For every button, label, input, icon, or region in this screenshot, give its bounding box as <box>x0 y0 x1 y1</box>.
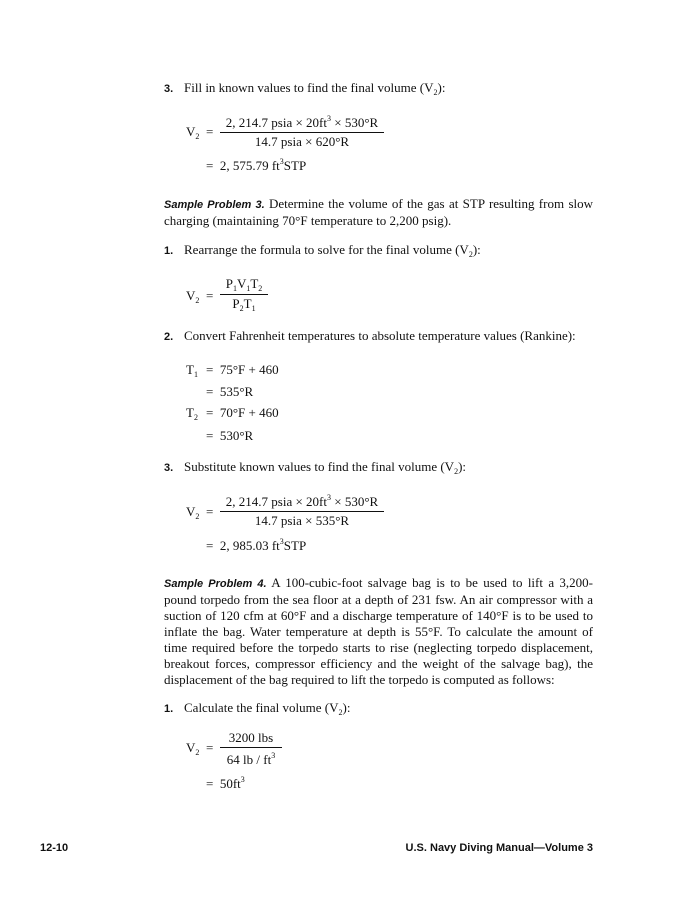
step-3-fill-values: 3. Fill in known values to find the final volume $(V_2)$: <box>164 80 446 97</box>
step-number: 1. <box>164 703 174 715</box>
t1-expression: = 75°F + 460 <box>206 362 279 377</box>
sample-problem-3: Sample Problem 3. Determine the volume of the gas at STP resulting from slow charging (maintaining 70°F temperature to 2,200 psig). <box>164 196 593 228</box>
step-number: 3. <box>164 83 174 95</box>
fraction-bar <box>220 132 384 133</box>
sample-problem-label: Sample Problem 4. <box>164 578 267 590</box>
step-number: 1. <box>164 245 174 257</box>
page-number: 12-10 <box>40 842 69 854</box>
step-1-calculate: 1. Calculate the final volume $(V_2)$: <box>164 700 351 717</box>
eq-result: = 2, 985.03 $ft^3STP$ <box>206 537 307 553</box>
eq-lhs: $V_2$ <box>186 124 200 141</box>
eq-sign: = <box>206 740 214 755</box>
eq-denominator: 64 lb / $ft^3$ <box>226 751 276 767</box>
step-number: 2. <box>164 331 174 343</box>
eq-sign: = <box>206 288 214 303</box>
sample-problem-4: Sample Problem 4. A 100-cubic-foot salvage bag is to be used to lift a 3,200-pound torpedo from the sea floor at a depth of 231 fsw. An air compressor with a suction of 120 cfm at 60°F and a discharge temperature of 140°F is to be used to inflate the bag. Water temperature at depth is 55°F. To calculate the amount of time required before the torpedo starts to rise (neglecting torpedo displacement, breakout forces, compressor efficiency and the weight of the salvage bag), the displacement of the bag required to lift the torpedo is computed as follows: <box>164 575 593 687</box>
step-3-substitute: 3. Substitute known values to find the final volume $(V_2)$: <box>164 459 467 476</box>
eq-numerator: 2, 214.7 psia × $20ft^3 \times 530^\circ R$ <box>225 114 379 130</box>
eq-numerator: $P_1V_1T_2$ <box>225 276 263 293</box>
eq-numerator: 3200 lbs <box>228 730 274 745</box>
eq-numerator: 2, 214.7 psia × $20ft^3 \times 530^\circ R$ <box>225 493 379 509</box>
eq-sign: = <box>206 124 214 139</box>
t2-expression: = 70°F + 460 <box>206 405 279 420</box>
t2-label: $T_2$ <box>186 405 198 422</box>
eq-lhs: $V_2$ <box>186 504 200 521</box>
step-number: 3. <box>164 462 174 474</box>
sample-problem-label: Sample Problem 3. <box>164 199 265 211</box>
step-2-convert: 2. Convert Fahrenheit temperatures to absolute temperature values (Rankine): <box>164 328 576 343</box>
eq-result: = $50ft^3$ <box>206 775 245 791</box>
t1-label: $T_1$ <box>186 362 198 379</box>
step-1-rearrange: 1. Rearrange the formula to solve for the final volume $(V_2)$: <box>164 242 481 259</box>
eq-denominator: $P_2T_1$ <box>232 296 256 313</box>
fraction-bar <box>220 511 384 512</box>
manual-title: U.S. Navy Diving Manual—Volume 3 <box>405 842 593 854</box>
fraction-bar <box>220 747 282 748</box>
t2-result: = 530°R <box>206 428 254 443</box>
eq-lhs: $V_2$ <box>186 740 200 757</box>
eq-sign: = <box>206 504 214 519</box>
eq-lhs: $V_2$ <box>186 288 200 305</box>
eq-denominator: 14.7 psia × 535°R <box>254 513 350 528</box>
t1-result: = 535°R <box>206 384 254 399</box>
eq-denominator: 14.7 psia × 620°R <box>254 134 350 149</box>
eq-result: = 2, 575.79 $ft^3STP$ <box>206 157 307 173</box>
fraction-bar <box>220 294 268 295</box>
